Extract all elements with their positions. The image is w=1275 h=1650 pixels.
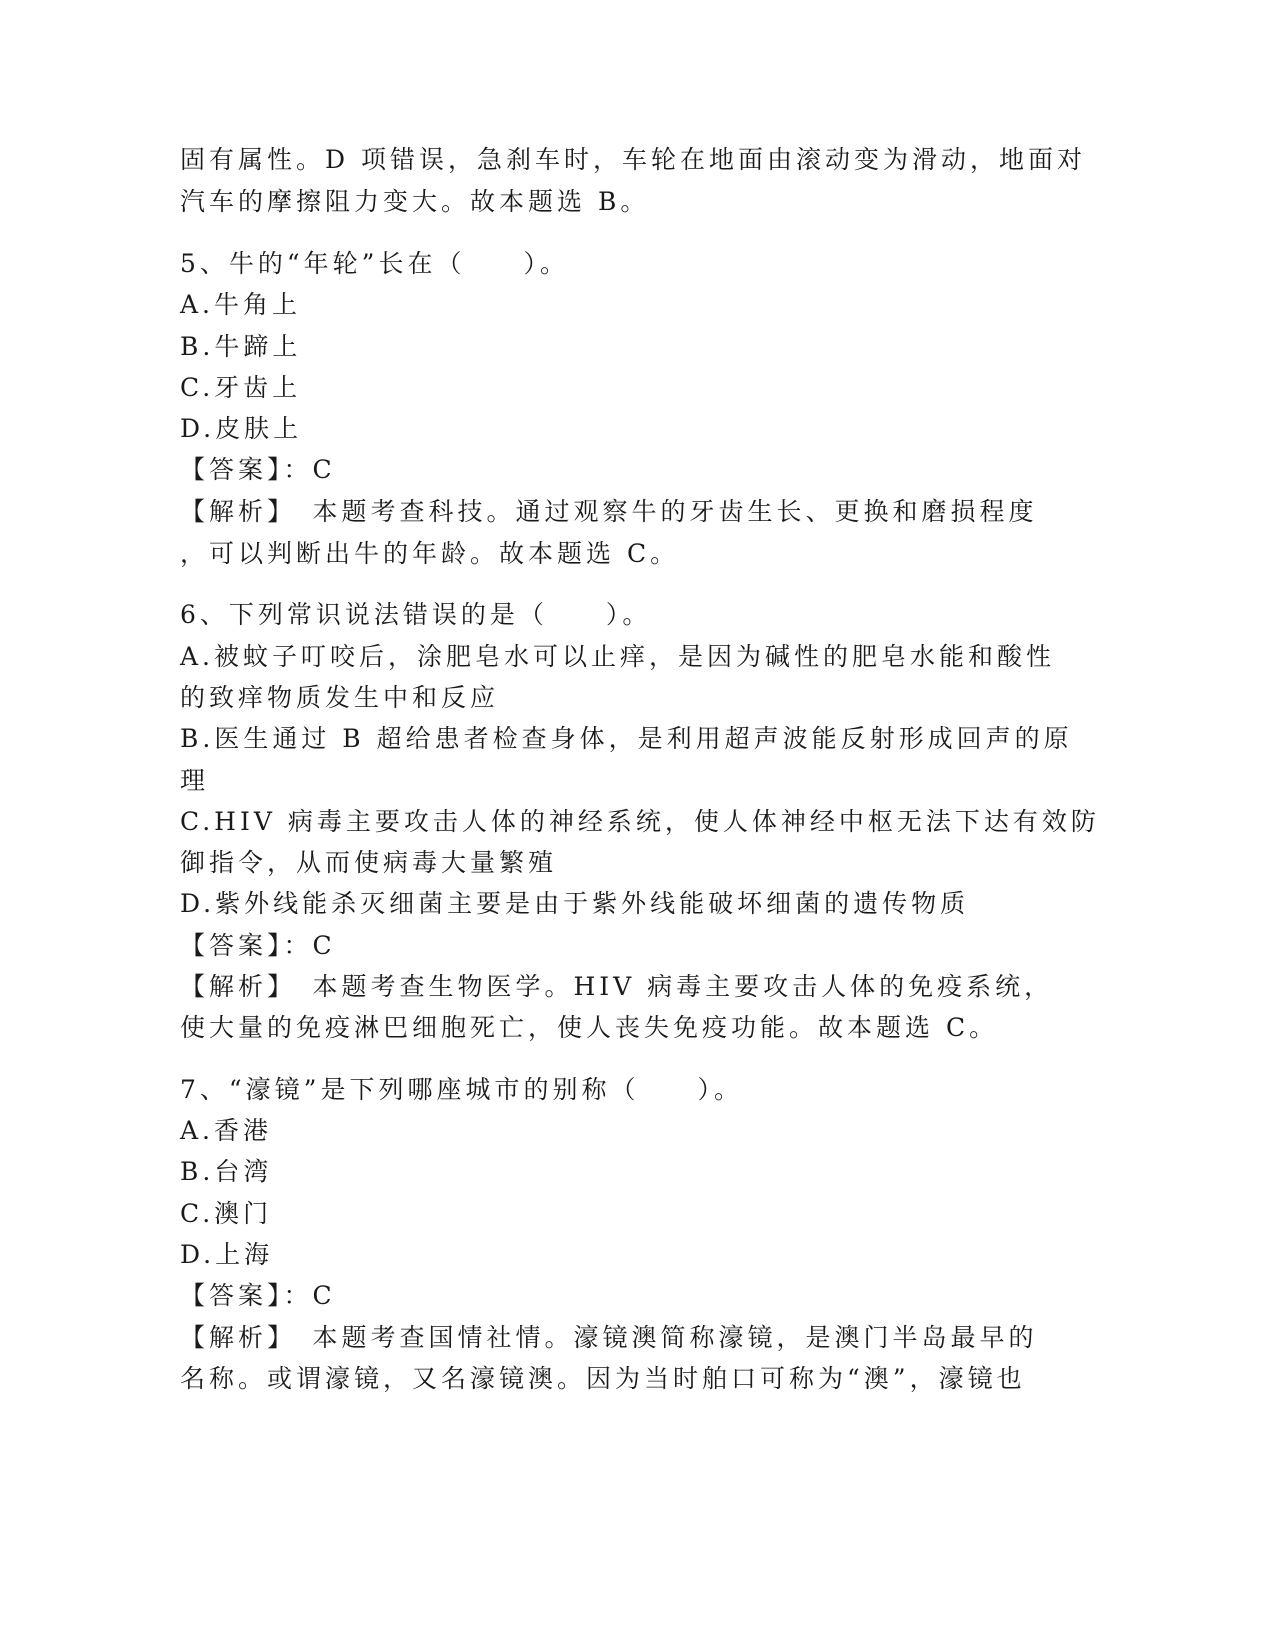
q5-option-d: D.皮肤上 bbox=[180, 414, 303, 443]
q7-question: 7、“濠镜”是下列哪座城市的别称（ ）。 bbox=[180, 1075, 743, 1104]
continuation-line-2: 汽车的摩擦阻力变大。故本题选 B。 bbox=[180, 187, 650, 216]
q7-analysis-line-2: 名称。或谓濠镜，又名濠镜澳。因为当时舶口可称为“澳”，濠镜也 bbox=[180, 1364, 1026, 1393]
q5-option-b: B.牛蹄上 bbox=[180, 332, 302, 361]
q7-option-b: B.台湾 bbox=[180, 1157, 273, 1186]
q7-answer: 【答案】：C bbox=[180, 1281, 336, 1310]
q6-option-line-1: A.被蚊子叮咬后，涂肥皂水可以止痒，是因为碱性的肥皂水能和酸性 bbox=[180, 642, 1056, 671]
q5-option-a: A.牛角上 bbox=[180, 290, 302, 319]
q6-analysis-line-1: 【解析】 本题考查生物医学。HIV 病毒主要攻击人体的免疫系统， bbox=[180, 972, 1054, 1001]
q6-option-line-4: 理 bbox=[180, 766, 210, 795]
q6-option-line-2: 的致痒物质发生中和反应 bbox=[180, 683, 500, 712]
q5-analysis-line-1: 【解析】 本题考查科技。通过观察牛的牙齿生长、更换和磨损程度 bbox=[180, 497, 1038, 526]
q6-option-line-7: D.紫外线能杀灭细菌主要是由于紫外线能破坏细菌的遗传物质 bbox=[180, 889, 970, 918]
q7-analysis-line-1: 【解析】 本题考查国情社情。濠镜澳简称濠镜，是澳门半岛最早的 bbox=[180, 1323, 1038, 1352]
q5-option-c: C.牙齿上 bbox=[180, 373, 302, 402]
q5-answer: 【答案】：C bbox=[180, 455, 336, 484]
q6-option-line-5: C.HIV 病毒主要攻击人体的神经系统，使人体神经中枢无法下达有效防 bbox=[180, 807, 1100, 836]
continuation-line-1: 固有属性。D 项错误，急刹车时，车轮在地面由滚动变为滑动，地面对 bbox=[180, 145, 1086, 174]
q6-answer: 【答案】：C bbox=[180, 931, 336, 960]
q7-option-c: C.澳门 bbox=[180, 1199, 273, 1228]
q6-option-line-6: 御指令，从而使病毒大量繁殖 bbox=[180, 848, 558, 877]
q5-analysis-line-2: ，可以判断出牛的年龄。故本题选 C。 bbox=[180, 539, 680, 568]
q7-option-d: D.上海 bbox=[180, 1240, 274, 1269]
document-page bbox=[180, 0, 1100, 1650]
q7-option-a: A.香港 bbox=[180, 1116, 273, 1145]
q6-analysis-line-2: 使大量的免疫淋巴细胞死亡，使人丧失免疫功能。故本题选 C。 bbox=[180, 1013, 999, 1042]
q5-question: 5、牛的“年轮”长在（ ）。 bbox=[180, 249, 569, 278]
q6-question: 6、下列常识说法错误的是（ ）。 bbox=[180, 600, 652, 629]
q6-option-line-3: B.医生通过 B 超给患者检查身体，是利用超声波能反射形成回声的原 bbox=[180, 724, 1073, 753]
